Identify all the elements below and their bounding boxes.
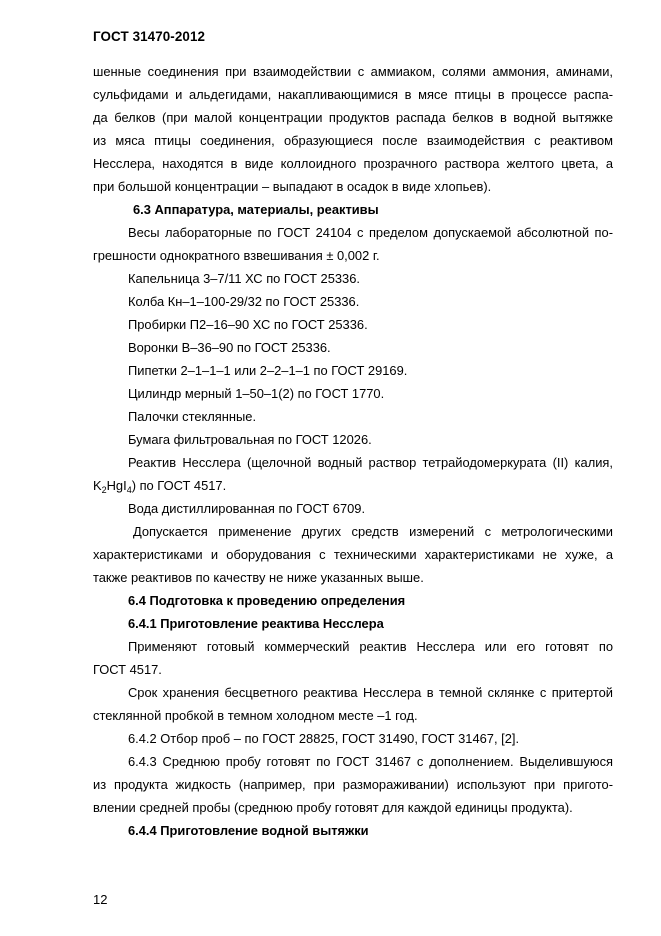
page-number: 12 <box>93 892 108 907</box>
section-heading-6-4-4: 6.4.4 Приготовление водной вытяжки <box>128 823 369 838</box>
list-item: Пипетки 2–1–1–1 или 2–2–1–1 по ГОСТ 29169. <box>128 363 408 378</box>
section-heading-6-3: 6.3 Аппаратура, материалы, реактивы <box>133 202 379 217</box>
list-item: Цилиндр мерный 1–50–1(2) по ГОСТ 1770. <box>128 386 385 401</box>
list-item: Реактив Несслера (щелочной водный раствор тетрайодомеркурата (II) калия, <box>128 455 613 470</box>
formula-hgi: HgI <box>106 478 127 493</box>
section-heading-6-4-1: 6.4.1 Приготовление реактива Несслера <box>128 616 384 631</box>
formula-sub: 4 <box>126 485 132 495</box>
body-line: влении средней пробы (среднюю пробу готовят для каждой единицы продукта). <box>93 800 573 815</box>
body-line: 6.4.2 Отбор проб – по ГОСТ 28825, ГОСТ 31490, ГОСТ 31467, [2]. <box>128 731 520 746</box>
list-item: Колба Кн–1–100-29/32 по ГОСТ 25336. <box>128 294 360 309</box>
list-item: Пробирки П2–16–90 ХС по ГОСТ 25336. <box>128 317 368 332</box>
list-item: Воронки В–36–90 по ГОСТ 25336. <box>128 340 331 355</box>
list-item: Палочки стеклянные. <box>128 409 257 424</box>
list-item: Капельница 3–7/11 ХС по ГОСТ 25336. <box>128 271 360 286</box>
page-header: ГОСТ 31470-2012 <box>93 29 206 44</box>
list-item: Вода дистиллированная по ГОСТ 6709. <box>128 501 366 516</box>
body-line: грешности однократного взвешивания ± 0,002 г. <box>93 248 380 263</box>
body-line: Весы лабораторные по ГОСТ 24104 с пределом допускаемой абсолютной по- <box>128 225 613 240</box>
body-line: да белков (при малой концентрации продуктов распада белков в водной вытяжке <box>93 110 613 125</box>
body-line: характеристиками и оборудования с техническими характеристиками не хуже, а <box>93 547 613 562</box>
body-line: также реактивов по качеству не ниже указанных выше. <box>93 570 424 585</box>
list-item: Бумага фильтровальная по ГОСТ 12026. <box>128 432 372 447</box>
body-line: ГОСТ 4517. <box>93 662 162 677</box>
formula-sub: 2 <box>101 485 107 495</box>
formula-rest: ) по ГОСТ 4517. <box>131 478 227 493</box>
body-line: Применяют готовый коммерческий реактив Несслера или его готовят по <box>128 639 613 654</box>
body-line: Допускается применение других средств измерений с метрологическими <box>133 524 613 539</box>
body-line: из продукта жидкость (например, при размораживании) используют при пригото- <box>93 777 613 792</box>
section-heading-6-4: 6.4 Подготовка к проведению определения <box>128 593 406 608</box>
body-line: сульфидами и альдегидами, накапливающимися в мясе птицы в процессе распа- <box>93 87 613 102</box>
body-line: шенные соединения при взаимодействии с аммиаком, солями аммония, аминами, <box>93 64 613 79</box>
formula-k: K <box>93 478 102 493</box>
body-line: Срок хранения бесцветного реактива Несслера в темной склянке с притертой <box>128 685 613 700</box>
body-line: стеклянной пробкой в темном холодном месте –1 год. <box>93 708 418 723</box>
formula-line <box>93 478 613 494</box>
body-line: 6.4.3 Среднюю пробу готовят по ГОСТ 31467 с дополнением. Выделившуюся <box>128 754 613 769</box>
body-line: при большой концентрации – выпадают в осадок в виде хлопьев). <box>93 179 492 194</box>
body-line: из мяса птицы соединения, образующиеся после взаимодействия с реактивом <box>93 133 613 148</box>
body-line: Несслера, находятся в виде коллоидного прозрачного раствора желтого цвета, а <box>93 156 613 171</box>
